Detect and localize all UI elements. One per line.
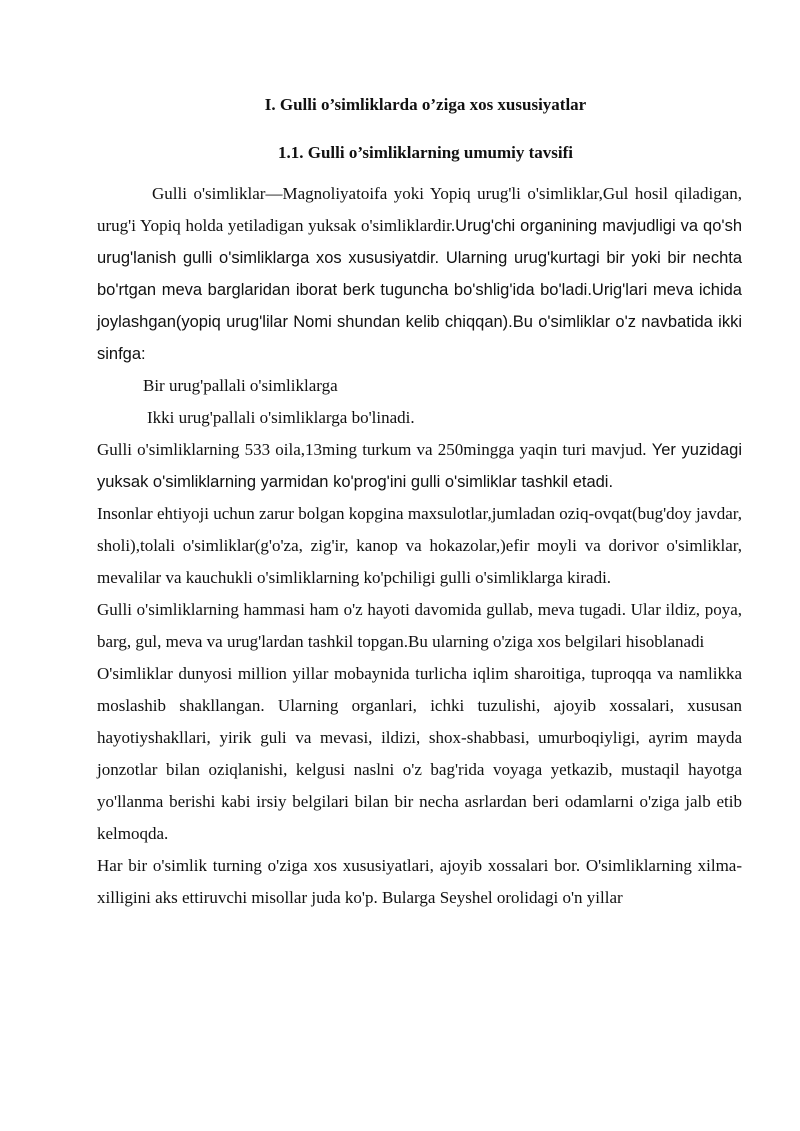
paragraph-intro-sans: Urug'chi organining mavjudligi va qo'sh urug'lanish gulli o'simliklarga xos xususiyatdir. Ularning urug'kurtagi bir yoki bir nechta bo'rtgan meva barglaridan iborat berk tuguncha bo'shlig'ida bo'ladi.Urig'lari meva ichida joylashgan(yopiq urug'lilar Nomi shundan kelib chiqqan).Bu o'simliklar o'z navbatida ikki sinfga: (97, 217, 742, 363)
paragraph-counts-serif: Gulli o'simliklarning 533 oila,13ming turkum va 250mingga yaqin turi mavjud. (97, 440, 647, 459)
class-item-monocot: Bir urug'pallali o'simliklarga (143, 376, 338, 395)
paragraph-diversity: Har bir o'simlik turning o'ziga xos xususiyatlari, ajoyib xossalari bor. O'simliklarning xilma-xilligini aks ettiruvchi misollar juda ko'p. Bularga Seyshel orolidagi o'n yillar (97, 856, 742, 907)
paragraph-counts-sans: Yer yuzidagi yuksak o'simliklarning yarmidan ko'prog'ini gulli o'simliklar tashkil etadi. (97, 441, 742, 491)
paragraph-counts (97, 434, 742, 498)
paragraph-adaptation: O'simliklar dunyosi million yillar mobaynida turlicha iqlim sharoitiga, tuproqqa va namlikka moslashib shakllangan. Ularning organlari, ichki tuzulishi, ajoyib xossalari, xususan hayotiyshakllari, yirik guli va mevasi, ildizi, shox-shabbasi, umurboqiyligi, ayrim mayda jonzotlar bilan oziqlanishi, kelgusi naslni o'z bag'rida voyaga yetkazib, mustaqil hayotga yo'llanma berishi kabi irsiy belgilari bilan bir necha asrlardan beri odamlarni o'ziga jalb etib kelmoqda. (97, 664, 742, 843)
paragraph-intro (97, 178, 742, 370)
paragraph-intro-serif: Gulli o'simliklar—Magnoliyatoifa yoki Yopiq urug'li o'simliklar,Gul hosil qiladigan, urug'i Yopiq holda yetiladigan yuksak o'simliklardir. (97, 184, 742, 235)
class-item-dicot: Ikki urug'pallali o'simliklarga bo'linadi. (147, 408, 415, 427)
subsection-title: 1.1. Gulli o’simliklarning umumiy tavsifi (277, 143, 574, 162)
section-title: I. Gulli o’simliklarda o’ziga xos xususiyatlar (264, 95, 587, 114)
paragraph-uses: Insonlar ehtiyoji uchun zarur bolgan kopgina maxsulotlar,jumladan oziq-ovqat(bug'doy javdar, sholi),tolali o'simliklar(g'o'za, zig'ir, kanop va hokazolar,)efir moyli va dorivor o'simliklar, mevalilar va kauchukli o'simliklarning ko'pchiligi gulli o'simliklarga kiradi. (97, 504, 742, 587)
paragraph-organs: Gulli o'simliklarning hammasi ham o'z hayoti davomida gullab, meva tugadi. Ular ildiz, poya, barg, gul, meva va urug'lardan tashkil topgan.Bu ularning o'ziga xos belgilari hisoblanadi (97, 600, 742, 651)
